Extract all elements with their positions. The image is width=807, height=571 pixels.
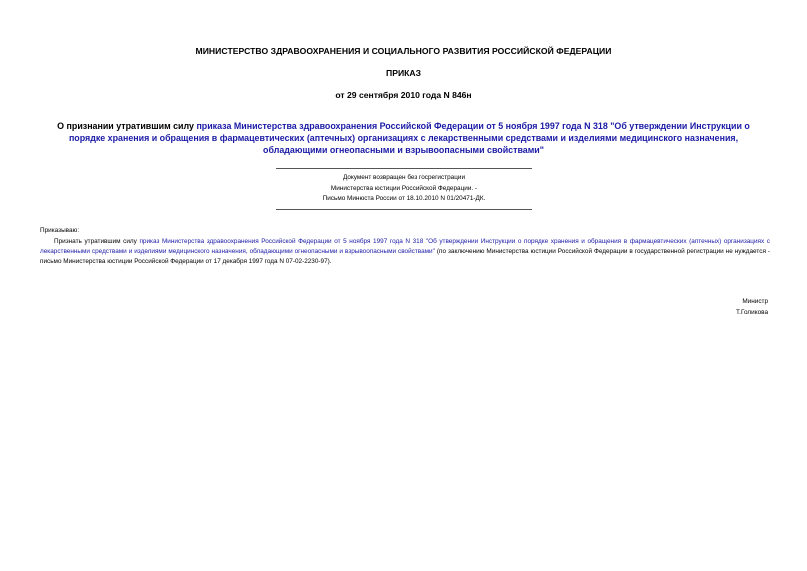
order-body bbox=[40, 237, 770, 267]
notice-line-1: Документ возвращен без госрегистрации bbox=[342, 174, 466, 181]
document-date-number: от 29 сентября 2010 года N 846н bbox=[335, 90, 472, 100]
document-subject bbox=[50, 120, 757, 157]
order-referenced-order-link[interactable]: приказ Министерства здравоохранения Российской Федерации от 5 ноября 1997 года N 318 "Об утверждении Инструкции о порядке хранения и обращения в фармацевтических (аптечных) организациях с лекарственными средствами и изделиями медицинского назначения, обладающими огнеопасными и взрывоопасными свойствами" bbox=[40, 238, 770, 255]
ministry-title: МИНИСТЕРСТВО ЗДРАВООХРАНЕНИЯ И СОЦИАЛЬНОГО РАЗВИТИЯ РОССИЙСКОЙ ФЕДЕРАЦИИ bbox=[195, 46, 612, 56]
subject-referenced-order-link[interactable]: приказа Министерства здравоохранения Российской Федерации от 5 ноября 1997 года N 318 "Об утверждении Инструкции о порядке хранения и обращения в фармацевтических (аптечных) организациях с лекарственными средствами и изделиями медицинского назначения, обладающими огнеопасными и взрывоопасными свойствами" bbox=[68, 121, 750, 156]
signature-position: Министр bbox=[742, 298, 768, 305]
signature-name: Т.Голикова bbox=[735, 308, 768, 316]
order-intro: Приказываю: bbox=[40, 227, 80, 234]
document-type: ПРИКАЗ bbox=[386, 68, 421, 78]
order-text-suffix: (по заключению Министерства юстиции Российской Федерации в государственной регистрации не нуждается - письмо Министерства юстиции Российской Федерации от 17 декабря 1997 года N 07-02-2230-97). bbox=[40, 248, 771, 265]
signature-block bbox=[736, 297, 768, 318]
subject-prefix: О признании утратившим силу bbox=[57, 121, 197, 131]
notice-line-3: Письмо Минюста России от 18.10.2010 N 01/20471-ДК. bbox=[322, 195, 486, 202]
notice-line-2: Министерства юстиции Российской Федерации. - bbox=[330, 184, 478, 192]
registration-notice bbox=[276, 168, 532, 210]
order-text-prefix: Признать утратившим силу bbox=[54, 238, 140, 245]
